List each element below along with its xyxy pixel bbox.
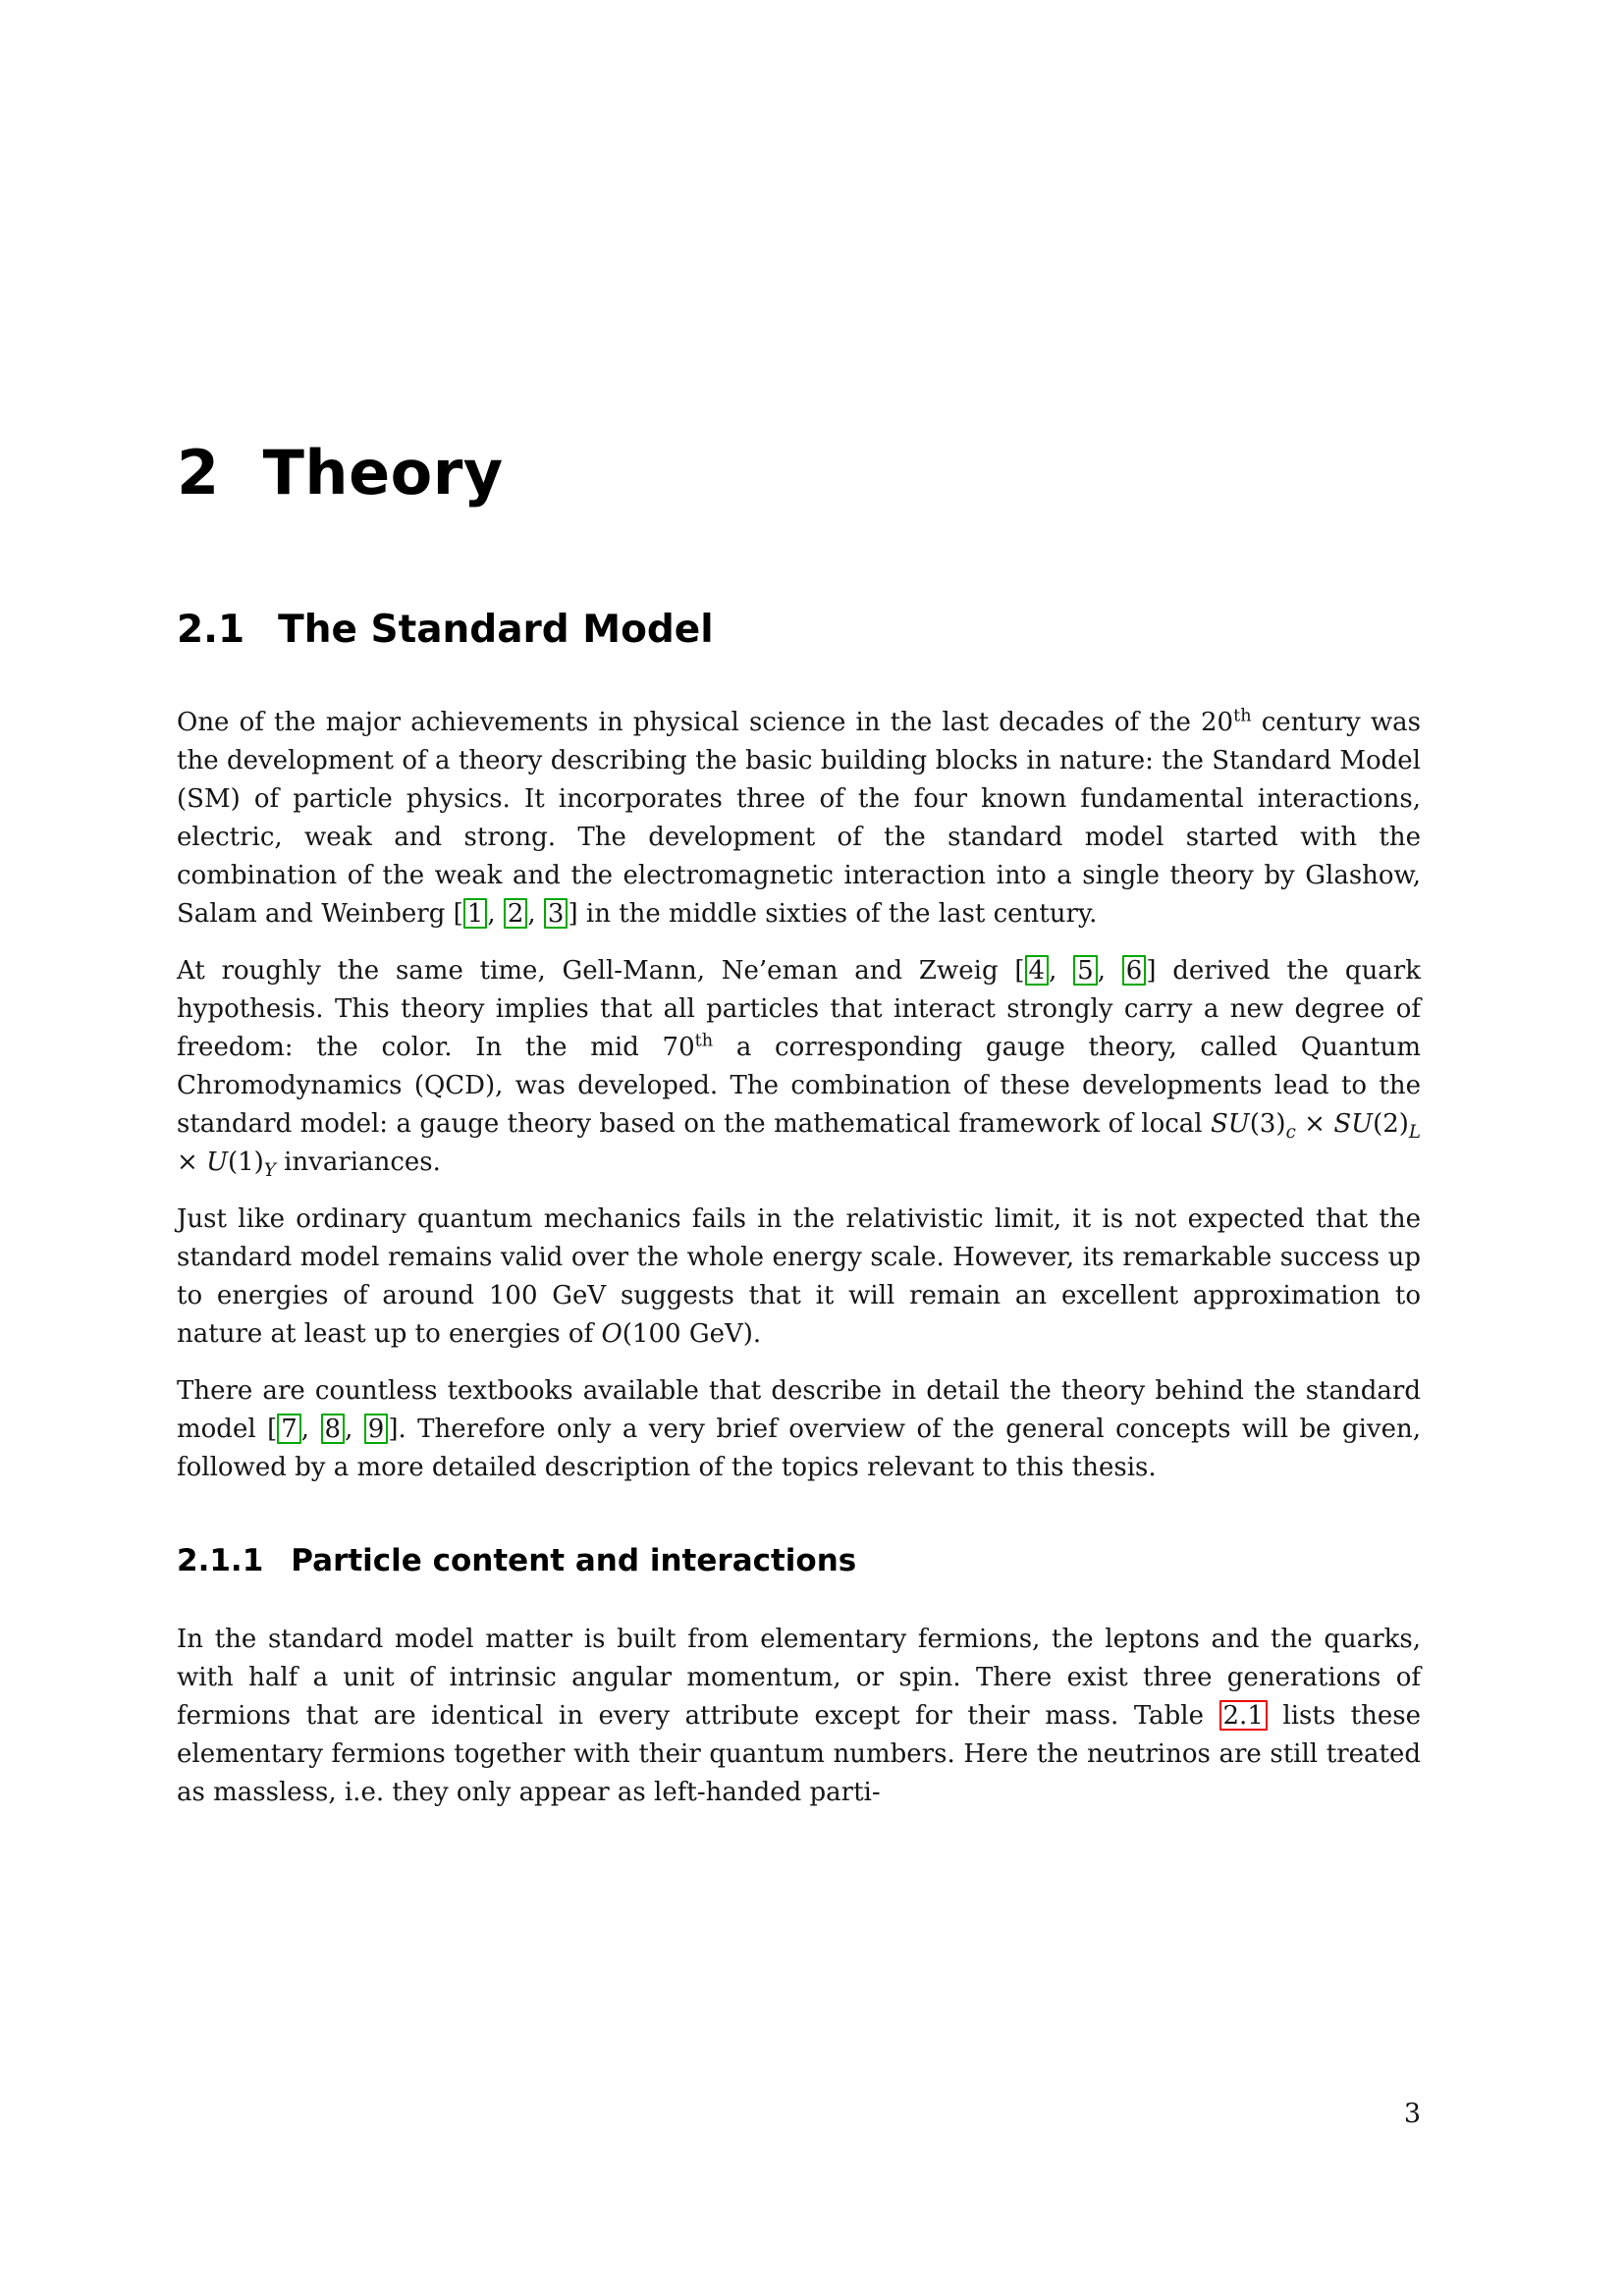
superscript: th bbox=[694, 1031, 714, 1051]
section-number: 2.1 bbox=[177, 608, 245, 653]
text-run: , bbox=[487, 899, 504, 930]
section-heading bbox=[177, 609, 1421, 653]
text-run: × bbox=[1295, 1109, 1334, 1140]
text-run: × bbox=[177, 1148, 207, 1178]
citation-link[interactable]: 4 bbox=[1025, 955, 1050, 986]
text-run: a corresponding gauge theory, called Quantum Chromodynamics (QCD), was developed. The combination of these developments lead to the standard model: a gauge theory based on the mathematical framework of local bbox=[177, 1033, 1421, 1140]
math-symbol: U bbox=[206, 1148, 228, 1178]
math-subscript: Y bbox=[263, 1160, 276, 1182]
chapter-heading bbox=[177, 437, 1421, 508]
text-run: lists these elementary fermions together with their quantum numbers. Here the neutrinos are still treated as massless, i.e. they only appear as left-handed parti- bbox=[177, 1700, 1421, 1807]
text-run: , bbox=[1097, 956, 1122, 987]
citation-link[interactable]: 3 bbox=[544, 898, 568, 929]
text-run: There are countless textbooks available that describe in detail the theory behind the standard model [ bbox=[177, 1376, 1421, 1445]
text-run: Just like ordinary quantum mechanics fails in the relativistic limit, it is not expected that the standard model remains valid over the whole energy scale. However, its remarkable success up to energies of around 100 GeV suggests that it will remain an excellent approximation to nature at least up to energies of bbox=[177, 1204, 1421, 1350]
paragraph bbox=[177, 1372, 1421, 1487]
citation-link[interactable]: 2 bbox=[504, 898, 528, 929]
superscript: th bbox=[1233, 706, 1252, 726]
text-run: (2) bbox=[1373, 1109, 1409, 1140]
text-run: century was the development of a theory describing the basic building blocks in nature: the Standard Model (SM) of particle physics. It incorporates three of the four known fundamental interactions, electric, weak and strong. The development of the standard model started with the combination of the weak and the electromagnetic interaction into a single theory by Glashow, Salam and Weinberg [ bbox=[177, 708, 1421, 930]
table-ref-link[interactable]: 2.1 bbox=[1219, 1700, 1268, 1731]
text-run: (1) bbox=[227, 1148, 264, 1178]
citation-link[interactable]: 8 bbox=[321, 1414, 346, 1444]
citation-link[interactable]: 6 bbox=[1122, 955, 1147, 986]
math-symbol: O bbox=[601, 1319, 623, 1350]
text-column bbox=[177, 437, 1422, 1831]
math-subscript: L bbox=[1408, 1122, 1421, 1144]
text-run: At roughly the same time, Gell-Mann, Ne’eman and Zweig [ bbox=[177, 956, 1025, 987]
paragraph bbox=[177, 952, 1421, 1182]
math-symbol: SU bbox=[1211, 1109, 1250, 1140]
citation-link[interactable]: 9 bbox=[364, 1414, 389, 1444]
text-run: , bbox=[345, 1415, 364, 1445]
citation-link[interactable]: 7 bbox=[277, 1414, 301, 1444]
text-run: ] in the middle sixties of the last century. bbox=[568, 899, 1098, 930]
text-run: In the standard model matter is built from elementary fermions, the leptons and the quarks, with half a unit of intrinsic angular momentum, or spin. There exist three generations of fermions that are identical in every attribute except for their mass. Table bbox=[177, 1624, 1421, 1731]
text-run: (100 GeV). bbox=[622, 1319, 762, 1350]
page-number: 3 bbox=[1403, 2099, 1421, 2129]
paragraph bbox=[177, 1621, 1421, 1812]
text-run: , bbox=[527, 899, 544, 930]
text-run: , bbox=[1049, 956, 1074, 987]
math-symbol: SU bbox=[1333, 1109, 1374, 1140]
subsection-title: Particle content and interactions bbox=[291, 1543, 857, 1579]
text-run: One of the major achievements in physical science in the last decades of the 20 bbox=[177, 708, 1234, 738]
subsection-number: 2.1.1 bbox=[177, 1543, 264, 1579]
paragraph bbox=[177, 704, 1421, 934]
paragraph bbox=[177, 1201, 1421, 1354]
text-run: ]. Therefore only a very brief overview of the general concepts will be given, followed by a more detailed description of the topics relevant to this thesis. bbox=[177, 1415, 1422, 1483]
chapter-number: 2 bbox=[177, 437, 220, 508]
math-subscript: c bbox=[1285, 1122, 1296, 1144]
citation-link[interactable]: 5 bbox=[1073, 955, 1098, 986]
subsection-heading bbox=[177, 1544, 1421, 1579]
text-run: invariances. bbox=[275, 1148, 441, 1178]
text-run: , bbox=[300, 1415, 321, 1445]
text-run: (3) bbox=[1249, 1109, 1286, 1140]
chapter-title: Theory bbox=[262, 437, 504, 508]
text-run: ] derived the quark hypothesis. This theory implies that all particles that interact strongly carry a new degree of freedom: the color. In the mid 70 bbox=[177, 956, 1421, 1063]
citation-link[interactable]: 1 bbox=[463, 898, 488, 929]
section-title: The Standard Model bbox=[278, 608, 714, 653]
